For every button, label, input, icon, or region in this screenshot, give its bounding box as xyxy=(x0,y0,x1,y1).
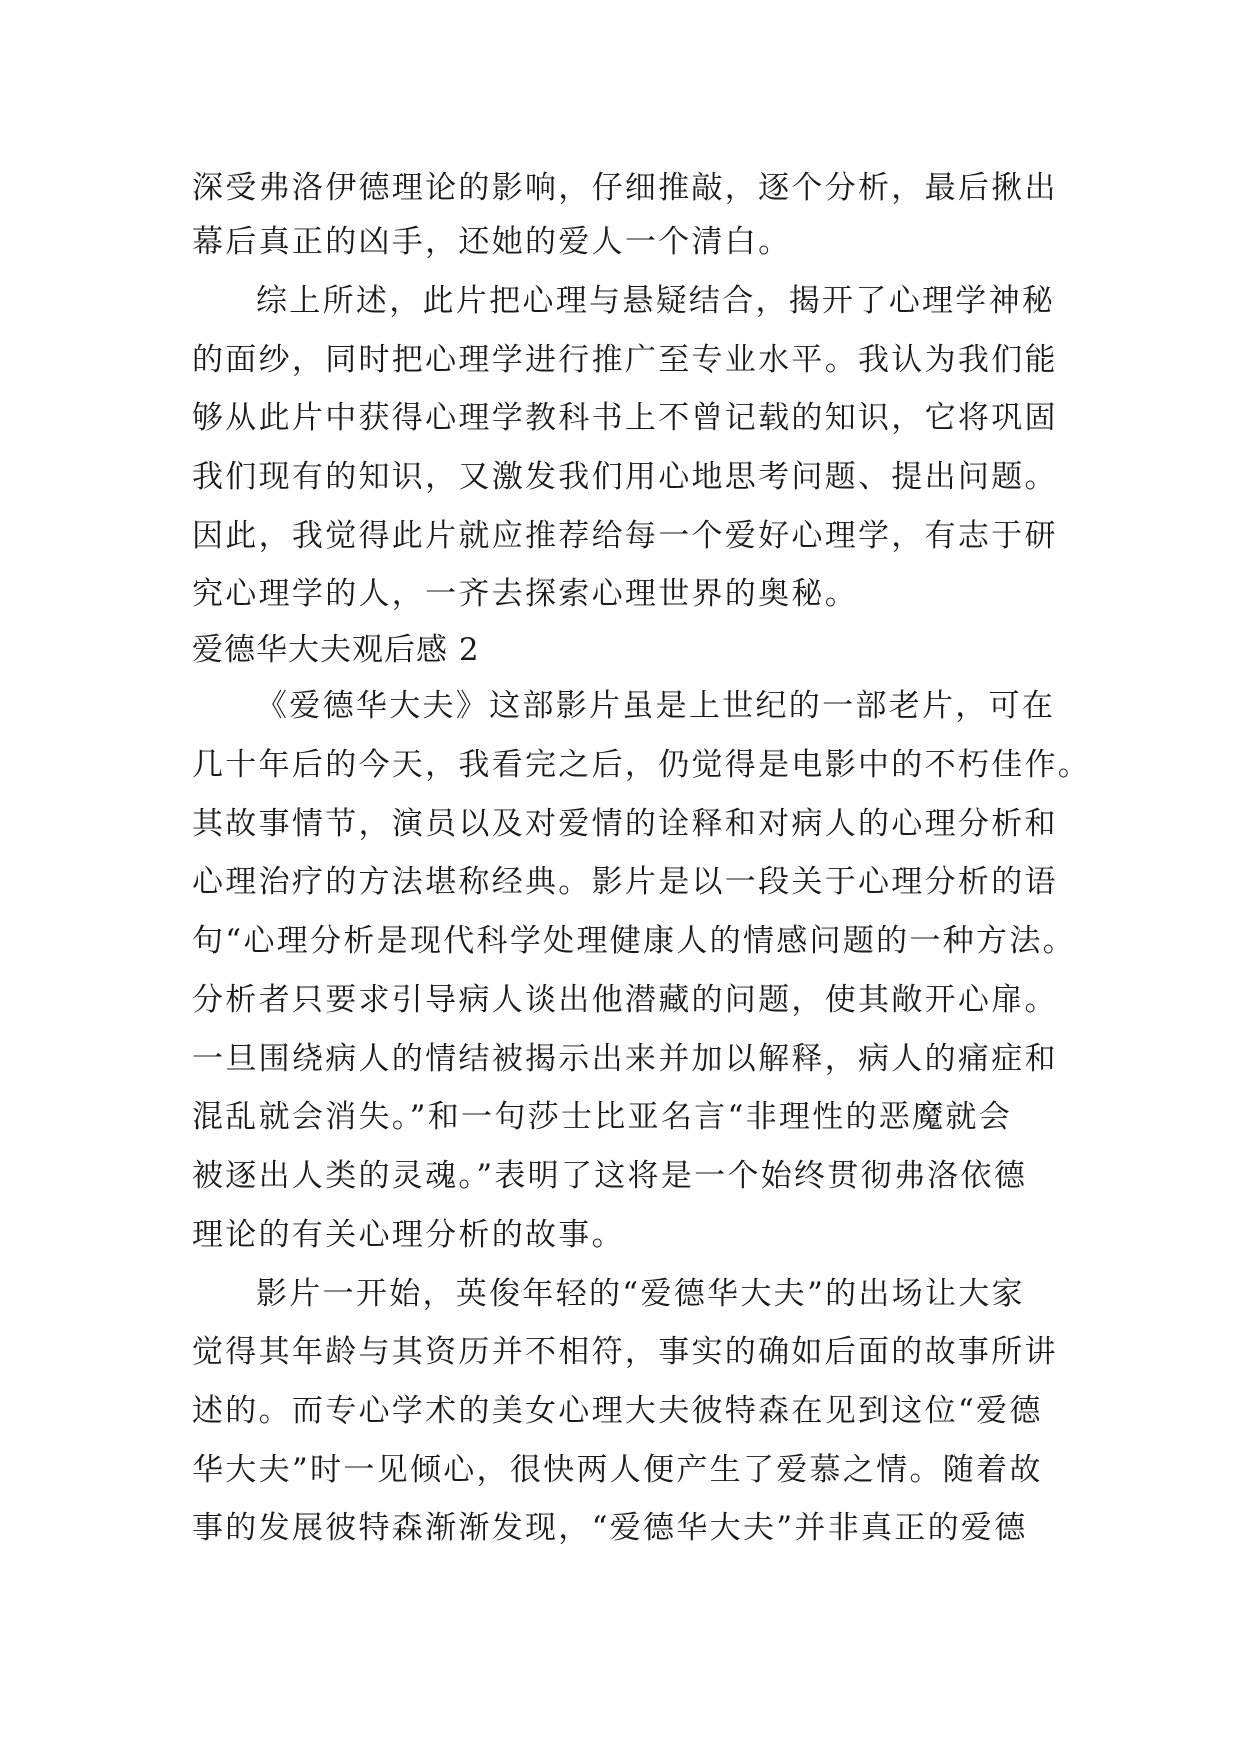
text-line: 影片一开始，英俊年轻的“爱德华大夫”的出场让大家 xyxy=(256,1276,1025,1312)
text-line: 一旦围绕病人的情结被揭示出来并加以解释，病人的痛症和 xyxy=(192,1041,1058,1077)
text-line: 句“心理分析是现代科学处理健康人的情感问题的一种方法。 xyxy=(192,923,1076,959)
text-line: 其故事情节，演员以及对爱情的诠释和对病人的心理分析和 xyxy=(192,806,1058,842)
text-line: 觉得其年龄与其资历并不相符，事实的确如后面的故事所讲 xyxy=(192,1334,1058,1370)
text-line: 够从此片中获得心理学教科书上不曾记载的知识，它将巩固 xyxy=(192,400,1058,436)
text-line: 事的发展彼特森渐渐发现，“爱德华大夫”并非真正的爱德 xyxy=(192,1510,1028,1546)
text-line: 述的。而专心学术的美女心理大夫彼特森在见到这位“爱德 xyxy=(192,1393,1043,1429)
text-line: 分析者只要求引导病人谈出他潜藏的问题，使其敞开心扉。 xyxy=(192,982,1058,1018)
text-line: 的面纱，同时把心理学进行推广至专业水平。我认为我们能 xyxy=(192,342,1058,378)
text-line: 心理治疗的方法堪称经典。影片是以一段关于心理分析的语 xyxy=(192,864,1058,900)
section-heading: 爱德华大夫观后感 2 xyxy=(192,632,480,668)
text-line: 《爱德华大夫》这部影片虽是上世纪的一部老片，可在 xyxy=(256,688,1056,724)
text-line: 幕后真正的凶手，还她的爱人一个清白。 xyxy=(192,224,792,260)
text-line: 究心理学的人，一齐去探索心理世界的奥秘。 xyxy=(192,576,858,612)
text-line: 理论的有关心理分析的故事。 xyxy=(192,1217,625,1253)
text-line: 被逐出人类的灵魂。”表明了这将是一个始终贯彻弗洛依德 xyxy=(192,1158,1028,1194)
text-line: 几十年后的今天，我看完之后，仍觉得是电影中的不朽佳作。 xyxy=(192,747,1092,783)
text-line: 混乱就会消失。”和一句莎士比亚名言“非理性的恶魔就会 xyxy=(192,1099,1012,1135)
text-line: 华大夫”时一见倾心，很快两人便产生了爱慕之情。随着故 xyxy=(192,1452,1043,1488)
text-line: 深受弗洛伊德理论的影响，仔细推敲，逐个分析，最后揪出 xyxy=(192,170,1058,206)
text-line: 综上所述，此片把心理与悬疑结合，揭开了心理学神秘 xyxy=(256,283,1056,319)
text-line: 我们现有的知识，又激发我们用心地思考问题、提出问题。 xyxy=(192,459,1058,495)
text-line: 因此，我觉得此片就应推荐给每一个爱好心理学，有志于研 xyxy=(192,518,1058,554)
